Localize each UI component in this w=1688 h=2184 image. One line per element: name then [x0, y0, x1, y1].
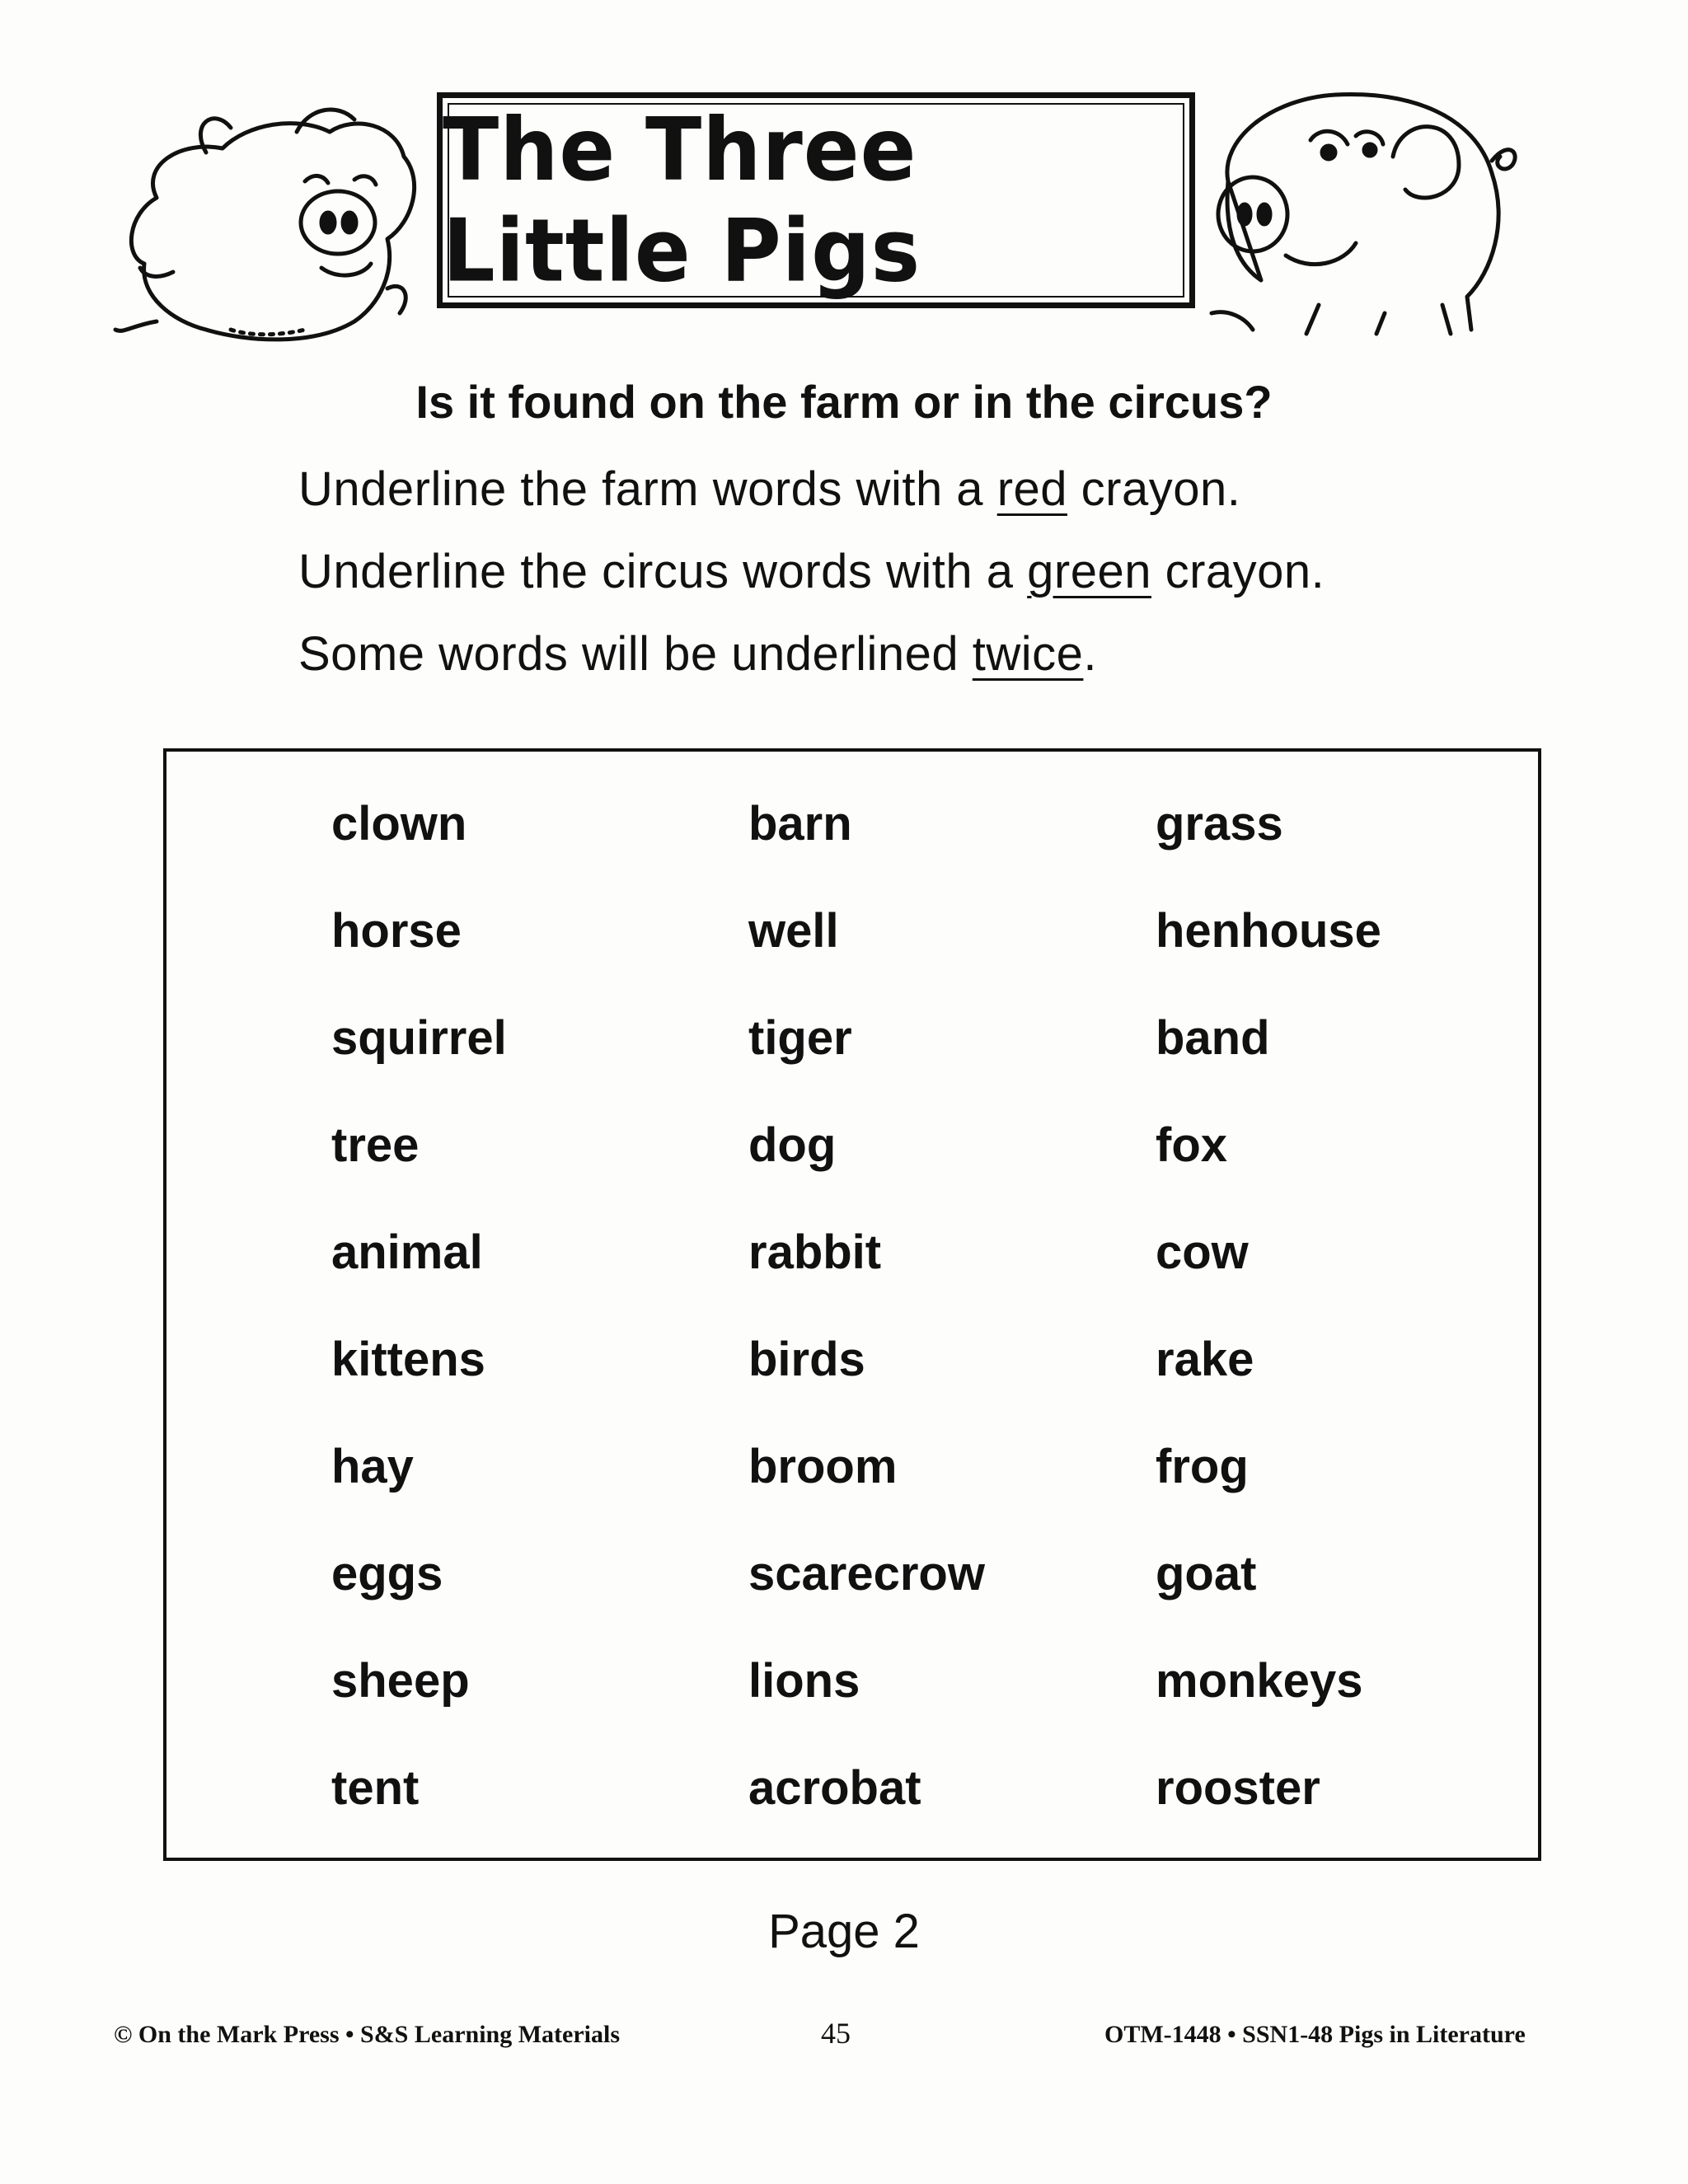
word-item: fox [1156, 1118, 1227, 1172]
footer-publisher: © On the Mark Press • S&S Learning Materials [114, 2021, 620, 2048]
word-item: birds [748, 1333, 865, 1386]
word-item: dog [748, 1118, 837, 1172]
word-item: cow [1156, 1226, 1249, 1279]
word-item: eggs [331, 1547, 443, 1601]
word-item: monkeys [1156, 1654, 1363, 1708]
left-pig-icon [107, 82, 453, 346]
word-item: squirrel [331, 1011, 507, 1065]
word-item: broom [748, 1440, 898, 1493]
page-label: Page 2 [768, 1905, 920, 1958]
word-item: tree [331, 1118, 420, 1172]
word-item: rake [1156, 1333, 1254, 1386]
underlined-word-green: green [1027, 545, 1151, 598]
underlined-word-red: red [996, 462, 1068, 516]
footer-product-code: OTM-1448 • SSN1-48 Pigs in Literature [1104, 2021, 1526, 2048]
word-item: acrobat [748, 1761, 921, 1815]
word-item: clown [331, 797, 467, 851]
word-item: tent [331, 1761, 420, 1815]
word-item: scarecrow [748, 1547, 985, 1601]
word-item: henhouse [1156, 904, 1381, 958]
word-item: goat [1156, 1547, 1257, 1601]
underlined-word-twice: twice [972, 627, 1084, 681]
word-column-2 [748, 791, 985, 1863]
word-column-3 [1156, 791, 1381, 1863]
word-item: horse [331, 904, 462, 958]
word-item: rabbit [748, 1226, 882, 1279]
right-pig-icon [1195, 82, 1525, 346]
instruction-twice: Some words will be underlined twice. [298, 627, 1098, 681]
word-list-box [163, 748, 1541, 1861]
word-item: barn [748, 797, 852, 851]
word-item: sheep [331, 1654, 470, 1708]
word-column-1 [331, 791, 507, 1863]
instruction-red: Underline the farm words with a red crayon. [298, 462, 1241, 516]
word-item: kittens [331, 1333, 485, 1386]
word-item: well [748, 904, 839, 958]
word-item: tiger [748, 1011, 852, 1065]
word-item: animal [331, 1226, 483, 1279]
footer-page-number: 45 [821, 2017, 851, 2050]
word-item: band [1156, 1011, 1270, 1065]
word-item: hay [331, 1440, 414, 1493]
page-title: The Three Little Pigs [443, 99, 921, 302]
word-item: rooster [1156, 1761, 1320, 1815]
worksheet-header [99, 82, 1517, 354]
word-item: frog [1156, 1440, 1249, 1493]
question-heading: Is it found on the farm or in the circus? [415, 376, 1273, 428]
title-box [437, 92, 1195, 308]
word-item: grass [1156, 797, 1283, 851]
instruction-green: Underline the circus words with a green crayon. [298, 545, 1325, 598]
word-item: lions [748, 1654, 860, 1708]
